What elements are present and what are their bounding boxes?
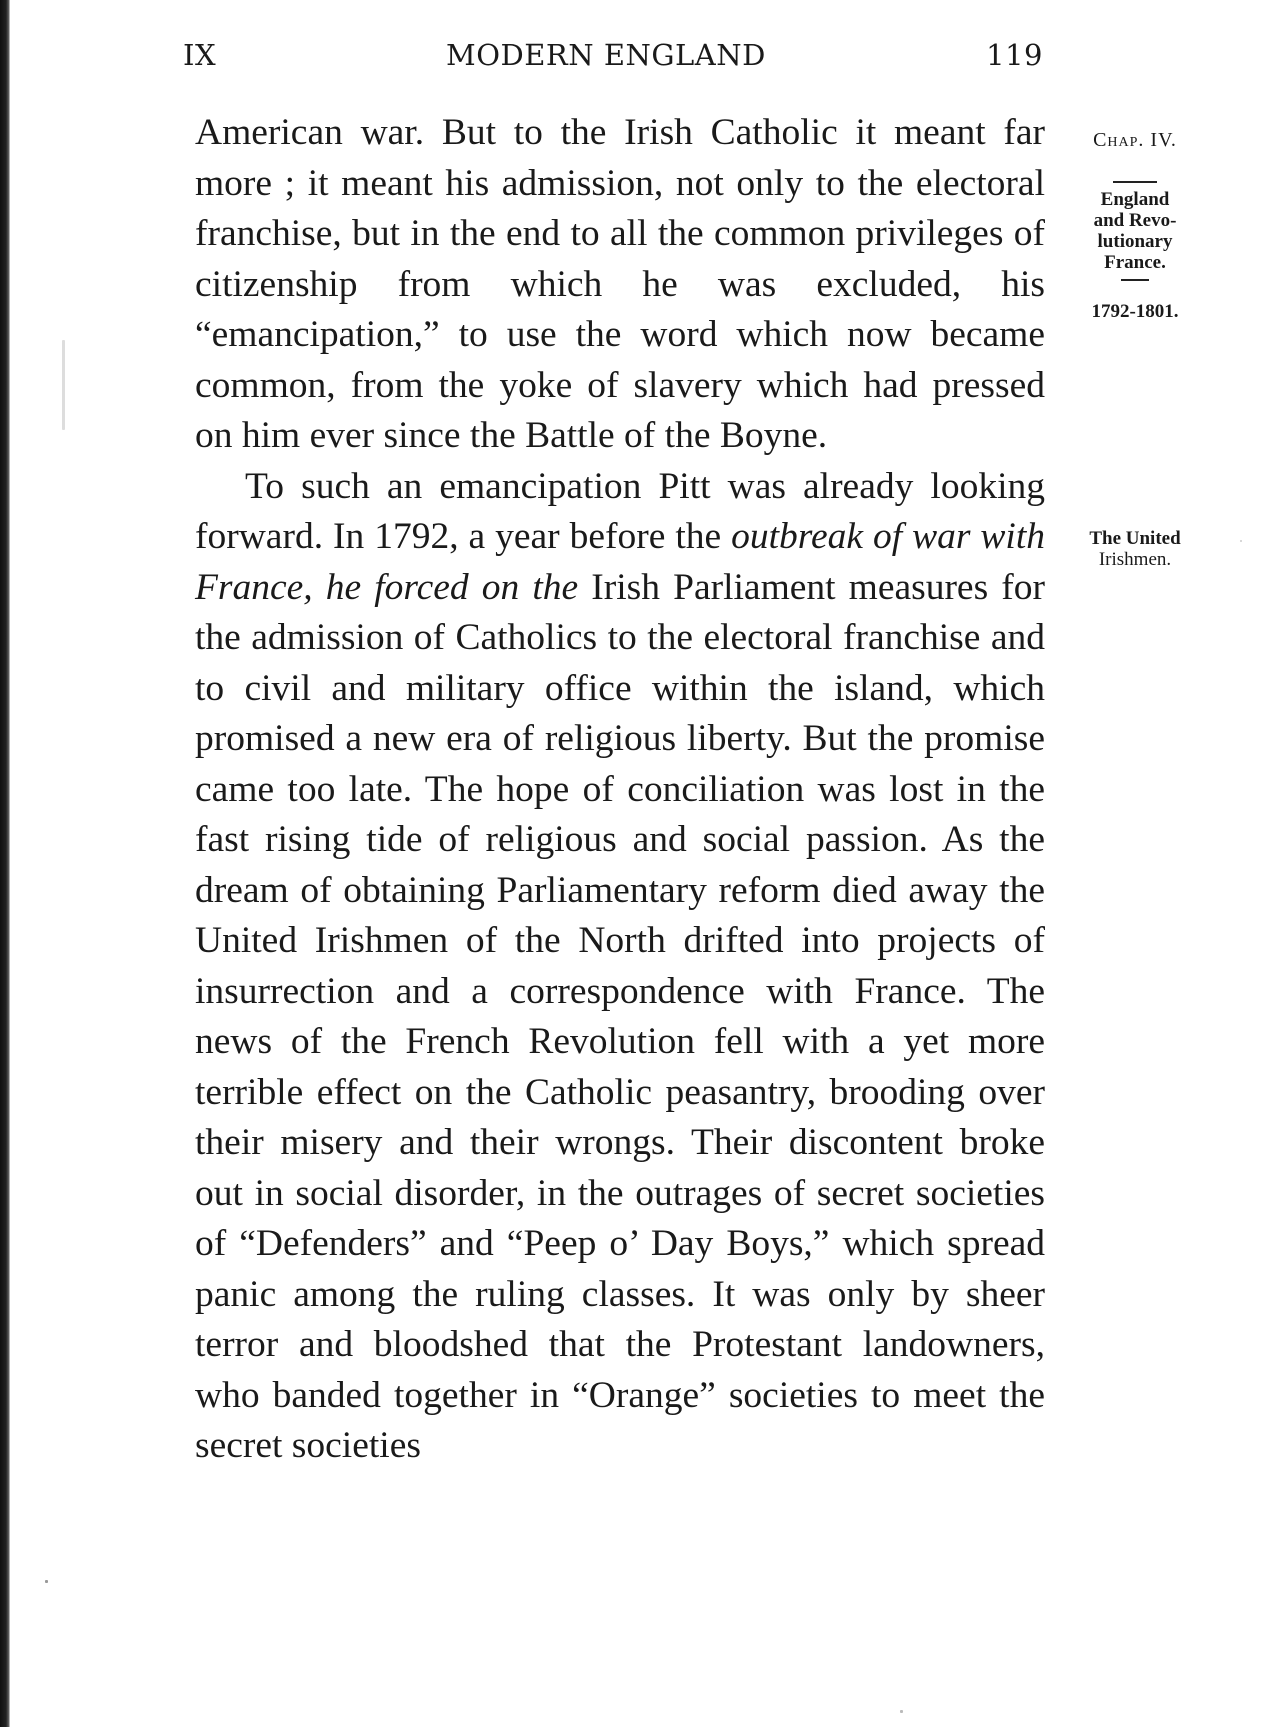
paragraph-2-italic: outbreak of war with France, he forced on the	[195, 516, 1045, 608]
scan-speck	[900, 1710, 903, 1713]
scan-speck	[62, 340, 65, 430]
paragraph-2-rest: Irish Parliament measures for the admission of Catholics to the electoral franchise and to civil and military office within the island, which promised a new era of religious liberty. But the promise came too late. The hope of conciliation was lost in the fast rising tide of religious and social passion. As the dream of obtaining Parliamentary reform died away the United Irishmen of the North drifted into projects of insurrection and a correspondence with France. The news of the French Revolution fell with a yet more terrible effect on the Catholic peasantry, brooding over their misery and their wrongs. Their discontent broke out in social disorder, in the outrages of secret societies of “Defenders” and “Peep o’ Day Boys,” which spread panic among the ruling classes. It was only by sheer terror and bloodshed that the Protestant landowners, who banded together in “Orange” societies to meet the secret societies	[195, 566, 1045, 1466]
running-header	[183, 38, 1043, 78]
margin-date-range: 1792-1801.	[1091, 301, 1179, 322]
header-book-title: MODERN ENGLAND	[446, 38, 766, 72]
margin-section-note	[1060, 175, 1210, 287]
scan-speck	[1240, 540, 1242, 542]
book-spine-shadow	[0, 0, 10, 1727]
margin-united-line-2: Irishmen.	[1098, 549, 1172, 570]
margin-section-line-2: and Revo-	[1093, 210, 1177, 231]
header-chapter-number: IX	[183, 38, 217, 72]
margin-rule-bottom	[1121, 279, 1149, 281]
paragraph-1: American war. But to the Irish Catholic it meant far more ; it meant his admission, not only to the electoral franchise, but in the end to all the common privileges of citizenship from which he was excluded, his “emancipation,” to use the word which now became common, from the yoke of slavery which had pressed on him ever since the Battle of the Boyne.	[195, 112, 1045, 456]
paragraph-2	[195, 462, 1045, 1472]
margin-rule-top	[1113, 181, 1157, 183]
header-page-number: 119	[986, 38, 1043, 72]
main-text-block	[195, 108, 1045, 1472]
margin-section-line-4: France.	[1104, 252, 1166, 273]
margin-united-line-1: The United	[1089, 528, 1181, 549]
paragraph-2-start: To such an emancipation Pitt was already looking forward. In 1792, a year before the	[195, 465, 1045, 557]
margin-section-line-3: lutionary	[1097, 231, 1173, 252]
margin-section-line-1: England	[1100, 189, 1170, 210]
scan-speck	[45, 1580, 48, 1583]
margin-united-irishmen-note	[1060, 528, 1210, 570]
margin-chapter-tag: Chap. IV.	[1093, 129, 1177, 151]
